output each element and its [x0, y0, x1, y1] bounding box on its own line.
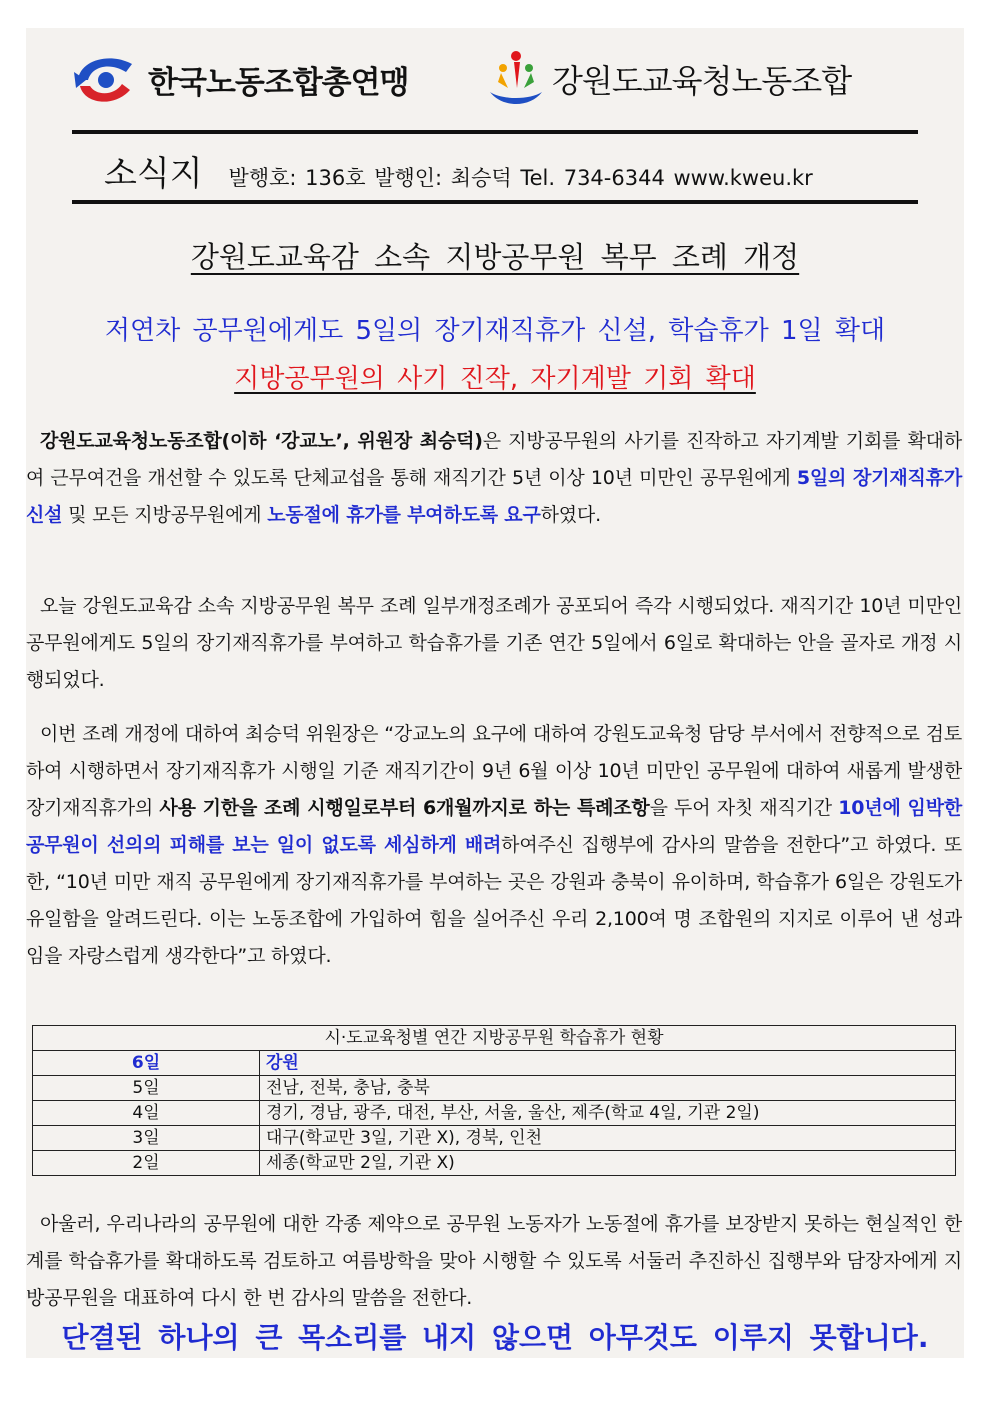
leave-days-cell: 4일: [33, 1101, 260, 1126]
regions-cell: 전남, 전북, 충남, 충북: [260, 1076, 956, 1101]
paragraph-1-run: 강원도교육청노동조합(이하 ‘강교노’, 위원장 최승덕): [40, 430, 483, 452]
article-subtitle-2: 지방공무원의 사기 진작, 자기계발 기회 확대: [234, 364, 756, 394]
table-row: [33, 1076, 956, 1101]
paragraph-1-run: 및 모든 지방공무원에게: [62, 504, 268, 526]
paragraph-1-run: 5일의 장기재직휴가 신설: [26, 467, 962, 526]
study-leave-table: [32, 1025, 956, 1176]
fktu-logo: [70, 50, 409, 108]
top-rule: [72, 130, 918, 134]
masthead: [104, 146, 813, 195]
regions-cell: 강원: [260, 1051, 956, 1076]
paragraph-1-run: 하였다.: [540, 504, 601, 526]
table-row: [33, 1101, 956, 1126]
paragraph-3-run: 10년에 임박한 공무원이 선의의 피해를 보는 일이 없도록 세심하게 배려: [26, 797, 962, 856]
newsletter-name: 소식지: [104, 154, 203, 194]
paragraph-3-run: 사용 기한을 조례 시행일로부터 6개월까지로 하는 특례조항: [159, 797, 650, 819]
paragraph-3: [26, 716, 962, 975]
fktu-logo-text: 한국노동조합총연맹: [148, 64, 409, 101]
bottom-rule: [72, 200, 918, 204]
table-row: [33, 1151, 956, 1176]
regions-cell: 세종(학교만 2일, 기관 X): [260, 1151, 956, 1176]
article-title: 강원도교육감 소속 지방공무원 복무 조례 개정: [190, 240, 800, 274]
article-subtitle-1: 저연차 공무원에게도 5일의 장기재직휴가 신설, 학습휴가 1일 확대: [104, 316, 886, 346]
paragraph-3-run: 하여주신 집행부에 감사의 말씀을 전한다”고 하였다. 또한, “10년 미만 재직 공무원에게 장기재직휴가를 부여하는 곳은 강원과 충북이 유이하며, 학습휴가 6일은 강원도가 유일함을 알려드린다. 이는 노동조합에 가입하여 힘을 실어주신 우리 2,100여 명 조합원의 지지로 이루어 낸 성과임을 자랑스럽게 생각한다”고 하였다.: [26, 834, 962, 967]
paragraph-2: 오늘 강원도교육감 소속 지방공무원 복무 조례 일부개정조례가 공포되어 즉각 시행되었다. 재직기간 10년 미만인 공무원에게도 5일의 장기재직휴가를 부여하고 학습휴가를 기존 연간 5일에서 6일로 확대하는 안을 골자로 개정 시행되었다.: [26, 595, 962, 691]
leave-days-cell: 3일: [33, 1126, 260, 1151]
union-logo-text: 강원도교육청노동조합: [552, 62, 852, 100]
table-row: [33, 1126, 956, 1151]
paragraph-3-run: 을 두어 자칫 재직기간: [649, 797, 839, 819]
leave-days-cell: 6일: [33, 1051, 260, 1076]
paragraph-4: 아울러, 우리나라의 공무원에 대한 각종 제약으로 공무원 노동자가 노동절에 휴가를 보장받지 못하는 현실적인 한계를 학습휴가를 확대하도록 검토하고 여름방학을 맞아 시행할 수 있도록 서둘러 추진하신 집행부와 담장자에게 지방공무원을 대표하여 다시 한 번 감사의 말씀을 전한다.: [26, 1213, 962, 1309]
fktu-emblem-icon: [70, 50, 140, 108]
leave-days-cell: 5일: [33, 1076, 260, 1101]
paragraph-1-run: 은 지방공무원의 사기를 진작하고 자기계발 기회를 확대하여 근무여건을 개선할 수 있도록 단체교섭을 통해 재직기간 5년 이상 10년 미만인 공무원에게: [26, 430, 962, 489]
regions-cell: 대구(학교만 3일, 기관 X), 경북, 인천: [260, 1126, 956, 1151]
regions-cell: 경기, 경남, 광주, 대전, 부산, 서울, 울산, 제주(학교 4일, 기관 2일): [260, 1101, 956, 1126]
union-people-icon: [486, 48, 546, 110]
newsletter-page: [26, 28, 964, 1358]
paragraph-1-run: 노동절에 휴가를 부여하도록 요구: [267, 504, 541, 526]
table-caption: 시·도교육청별 연간 지방공무원 학습휴가 현황: [33, 1026, 956, 1051]
paragraph-1: [26, 423, 962, 534]
union-logo: [486, 48, 851, 110]
paragraph-3-run: 이번 조례 개정에 대하여 최승덕 위원장은 “강교노의 요구에 대하여 강원도교육청 담당 부서에서 전향적으로 검토하여 시행하면서 장기재직휴가 시행일 기준 재직기간이 9년 6월 이상 10년 미만인 공무원에 대하여 새롭게 발생한 장기재직휴가의: [26, 723, 962, 819]
closing-slogan: 단결된 하나의 큰 목소리를 내지 않으면 아무것도 이루지 못합니다.: [61, 1321, 929, 1354]
issue-info: 발행호: 136호 발행인: 최승덕 Tel. 734-6344 www.kweu.kr: [228, 166, 813, 190]
table-row: [33, 1051, 956, 1076]
leave-days-cell: 2일: [33, 1151, 260, 1176]
